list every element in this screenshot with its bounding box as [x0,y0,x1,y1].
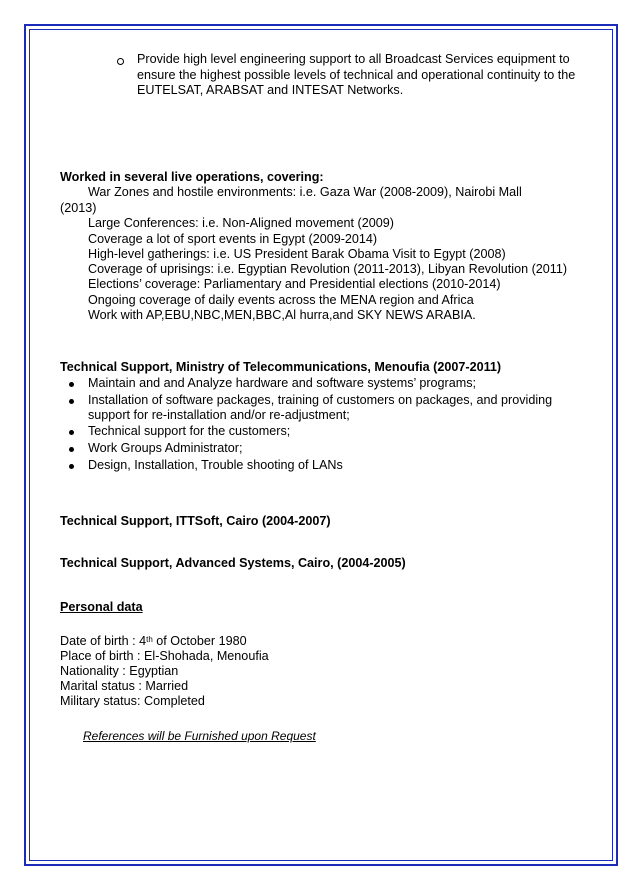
job-ministry-bullet: Technical support for the customers; [88,424,291,438]
hollow-bullet-icon [117,58,124,65]
live-ops-line: Coverage a lot of sport events in Egypt (2009-2014) [88,232,378,246]
live-ops-line: (2013) [60,201,97,215]
job-ministry-bullet: Installation of software packages, training of customers on packages, and providing [88,393,553,407]
personal-line: Military status: Completed [60,694,205,708]
job-ministry-bullet-continuation: support for re-installation and/or re-adjustment; [88,408,350,422]
live-ops-heading: Worked in several live operations, covering: [60,170,324,184]
live-ops-line: High-level gatherings: i.e. US President Barak Obama Visit to Egypt (2008) [88,247,506,261]
personal-line: Place of birth : El-Shohada, Menoufia [60,649,269,663]
live-ops-line: Large Conferences: i.e. Non-Aligned movement (2009) [88,216,394,230]
bullet-dot-icon [69,430,74,435]
dob-suffix: th [146,635,153,644]
references-note: References will be Furnished upon Request [83,729,316,743]
job-advanced-heading: Technical Support, Advanced Systems, Cairo, (2004-2005) [60,556,406,570]
live-ops-line: Elections’ coverage: Parliamentary and Presidential elections (2010-2014) [88,277,501,291]
dob-rest: of October 1980 [152,634,247,648]
live-ops-line: War Zones and hostile environments: i.e. Gaza War (2008-2009), Nairobi Mall [88,185,522,199]
job-ministry-bullet: Work Groups Administrator; [88,441,243,455]
job-ministry-bullet: Maintain and and Analyze hardware and software systems’ programs; [88,376,477,390]
personal-line: Nationality : Egyptian [60,664,179,678]
job-ittsoft-heading: Technical Support, ITTSoft, Cairo (2004-2007) [60,514,331,528]
live-ops-line: Coverage of uprisings: i.e. Egyptian Revolution (2011-2013), Libyan Revolution (2011) [88,262,568,276]
personal-data-heading: Personal data [60,600,143,614]
job-ministry-heading: Technical Support, Ministry of Telecommunications, Menoufia (2007-2011) [60,360,502,374]
bullet-dot-icon [69,447,74,452]
personal-line: Marital status : Married [60,679,189,693]
dob-label: Date of birth : 4 [60,634,147,648]
live-ops-line: Work with AP,EBU,NBC,MEN,BBC,Al hurra,and SKY NEWS ARABIA. [88,308,476,322]
bullet-dot-icon [69,399,74,404]
intro-line-2: ensure the highest possible levels of technical and operational continuity to the [137,68,576,82]
bullet-dot-icon [69,464,74,469]
personal-dob [60,634,247,650]
live-ops-line: Ongoing coverage of daily events across the MENA region and Africa [88,293,474,307]
bullet-dot-icon [69,382,74,387]
intro-line-1: Provide high level engineering support to all Broadcast Services equipment to [137,52,570,66]
intro-line-3: EUTELSAT, ARABSAT and INTESAT Networks. [137,83,404,97]
job-ministry-bullet: Design, Installation, Trouble shooting of LANs [88,458,343,472]
